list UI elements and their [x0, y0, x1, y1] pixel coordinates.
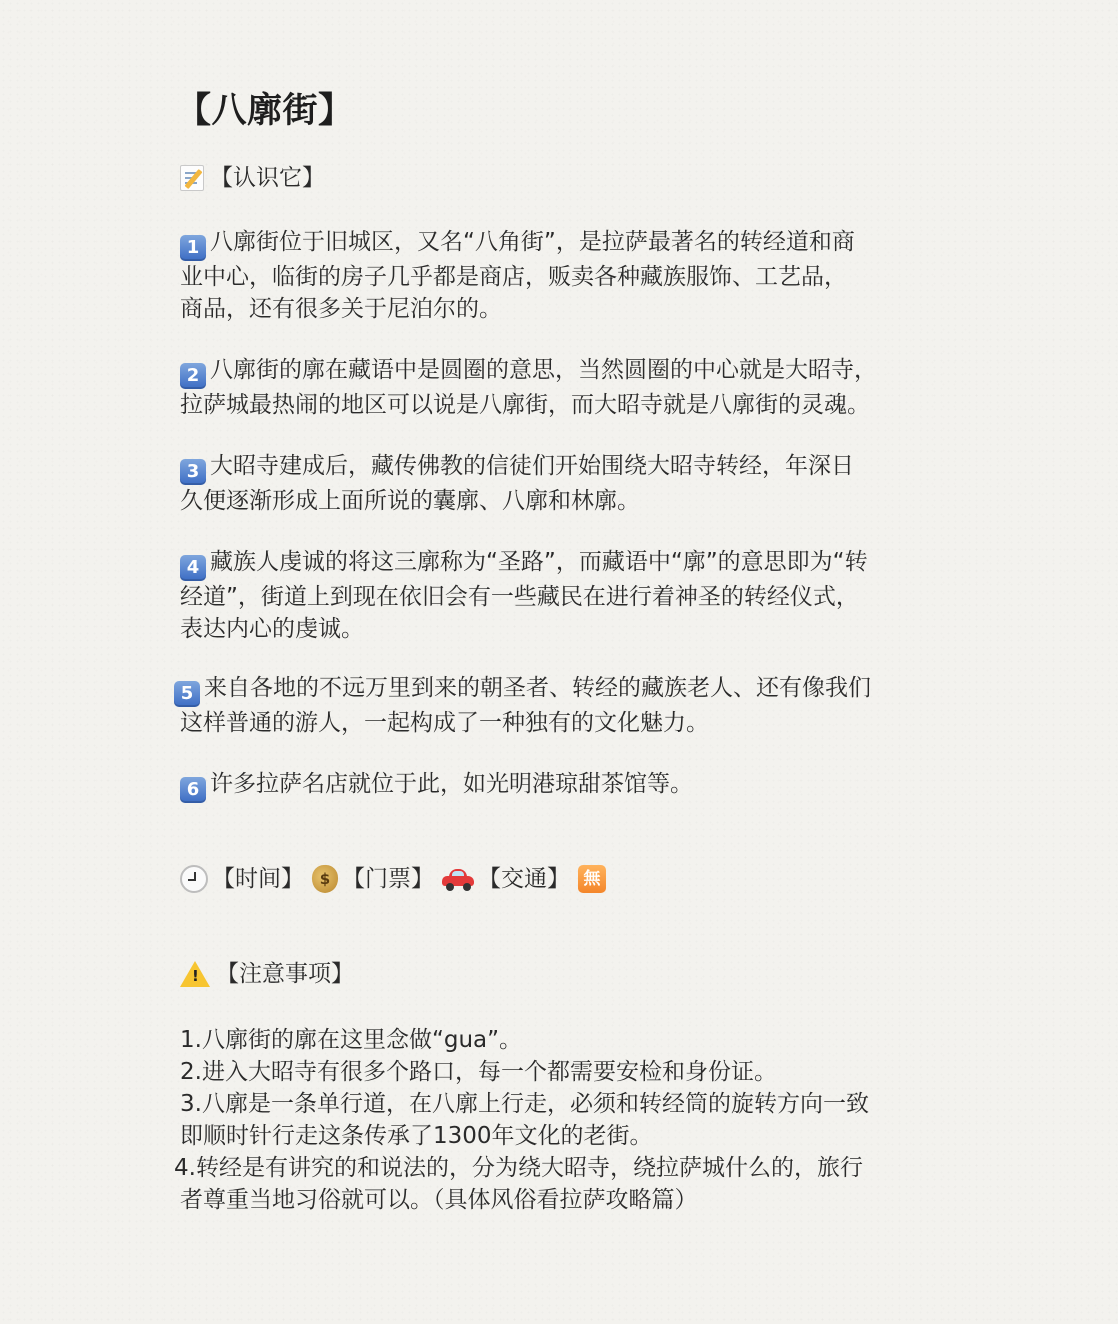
point-line: 拉萨城最热闹的地区可以说是八廓街，而大昭寺就是八廓街的灵魂。 [180, 392, 870, 418]
note-line: 3.八廓是一条单行道，在八廓上行走，必须和转经筒的旋转方向一致 [180, 1091, 869, 1117]
keycap-2-icon: 2 [180, 363, 206, 389]
traffic-item [442, 862, 570, 896]
keycap-5-icon: 5 [174, 681, 200, 707]
point-line: 经道”，街道上到现在依旧会有一些藏民在进行着神圣的转经仪式， [180, 584, 859, 610]
notes-heading: 【注意事项】 [216, 961, 354, 987]
traffic-label: 【交通】 [478, 866, 570, 892]
keycap-3-icon: 3 [180, 459, 206, 485]
note-line: 即顺时针行走这条传承了1300年文化的老街。 [180, 1123, 653, 1149]
car-icon [442, 868, 474, 890]
point-line [180, 450, 940, 485]
keycap-4-icon: 4 [180, 555, 206, 581]
point-4 [180, 546, 940, 645]
note-line: 4.转经是有讲究的和说法的，分为绕大昭寺，绕拉萨城什么的，旅行 [174, 1155, 863, 1181]
point-line: 业中心，临街的房子几乎都是商店，贩卖各种藏族服饰、工艺品， [180, 264, 847, 290]
free-badge-icon: 無 [578, 865, 606, 893]
intro-heading: 【认识它】 [210, 165, 325, 191]
ticket-label: 【门票】 [342, 866, 434, 892]
point-6 [180, 768, 940, 803]
point-text: 藏族人虔诚的将这三廓称为“圣路”，而藏语中“廓”的意思即为“转 [210, 549, 868, 575]
clock-icon [180, 865, 208, 893]
intro-heading-row [180, 162, 325, 194]
note-line: 2.进入大昭寺有很多个路口，每一个都需要安检和身份证。 [180, 1059, 777, 1085]
point-line: 表达内心的虔诚。 [180, 616, 364, 642]
memo-icon [180, 165, 204, 191]
note-line: 1.八廓街的廓在这里念做“gua”。 [180, 1027, 523, 1053]
point-1 [180, 226, 940, 325]
info-row [180, 862, 606, 896]
point-text: 许多拉萨名店就位于此，如光明港琼甜茶馆等。 [210, 771, 693, 797]
notes-list [174, 1024, 960, 1216]
point-line [180, 768, 940, 803]
point-line [174, 672, 934, 707]
note-line: 者尊重当地习俗就可以。（具体风俗看拉萨攻略篇） [180, 1187, 698, 1213]
point-line: 这样普通的游人，一起构成了一种独有的文化魅力。 [180, 710, 709, 736]
point-text: 来自各地的不远万里到来的朝圣者、转经的藏族老人、还有像我们 [204, 675, 871, 701]
keycap-1-icon: 1 [180, 235, 206, 261]
keycap-6-icon: 6 [180, 777, 206, 803]
point-5 [174, 672, 934, 739]
point-line: 商品，还有很多关于尼泊尔的。 [180, 296, 502, 322]
point-line: 久便逐渐形成上面所说的囊廓、八廓和林廓。 [180, 488, 640, 514]
point-line [180, 226, 940, 261]
point-2 [180, 354, 940, 421]
money-bag-icon: $ [312, 865, 338, 893]
time-label: 【时间】 [212, 866, 304, 892]
time-item [180, 862, 304, 896]
point-3 [180, 450, 940, 517]
point-text: 大昭寺建成后，藏传佛教的信徒们开始围绕大昭寺转经，年深日 [210, 453, 854, 479]
ticket-item [312, 862, 434, 896]
notes-heading-row [180, 958, 354, 990]
point-line [180, 546, 940, 581]
point-text: 八廓街位于旧城区，又名“八角街”，是拉萨最著名的转经道和商 [210, 229, 855, 255]
warning-icon: ! [180, 961, 210, 987]
point-text: 八廓街的廓在藏语中是圆圈的意思，当然圆圈的中心就是大昭寺， [210, 357, 877, 383]
page-title: 【八廓街】 [176, 91, 354, 131]
point-line [180, 354, 940, 389]
